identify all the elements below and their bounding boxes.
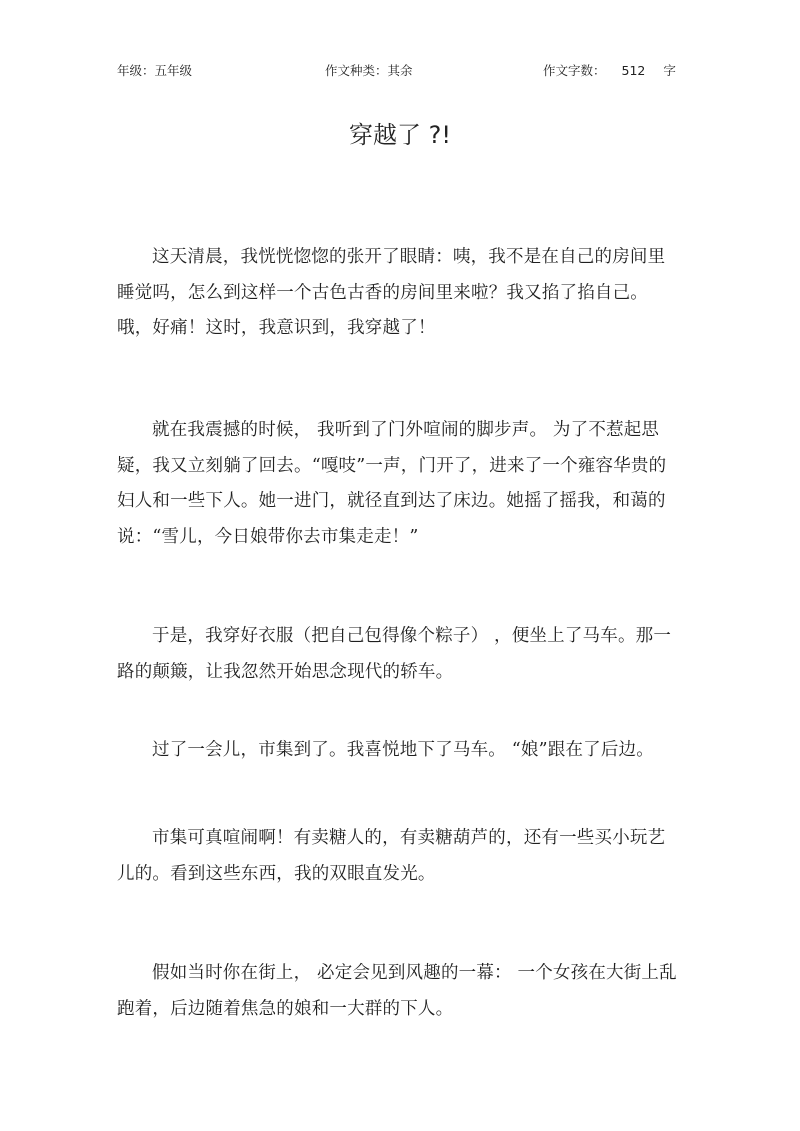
paragraph-6: 假如当时你在街上， 必定会见到风趣的一幕： 一个女孩在大街上乱跑着，后边随着焦急的娘和一大群的下人。 <box>117 963 677 1019</box>
category-label: 作文种类：其余 <box>325 63 413 78</box>
word-count-unit: 字 <box>663 63 676 78</box>
paragraph-1: 这天清晨，我恍恍惚惚的张开了眼睛：咦，我不是在自己的房间里睡觉吗，怎么到这样一个古色古香的房间里来啦？我又掐了掐自己。哦，好痛！这时，我意识到，我穿越了！ <box>117 247 666 338</box>
grade-label: 年级：五年级 <box>117 63 193 78</box>
paragraph-2: 就在我震撼的时候， 我听到了门外喧闹的脚步声。 为了不惹起思疑，我又立刻躺了回去。“嘎吱”一声，门开了，进来了一个雍容华贵的妇人和一些下人。她一进门，就径直到达了床边。她摇了摇我，和蔼的说：“雪儿，今日娘带你去市集走走！” <box>117 420 667 547</box>
paragraph-5: 市集可真喧闹啊！有卖糖人的，有卖糖葫芦的，还有一些买小玩艺儿的。看到这些东西，我的双眼直发光。 <box>117 828 666 884</box>
word-count-label: 作文字数： <box>543 63 606 78</box>
word-count <box>543 62 676 80</box>
paragraph-4: 过了一会儿，市集到了。我喜悦地下了马车。 “娘”跟在了后边。 <box>152 740 654 760</box>
word-count-value: 512 <box>621 63 646 78</box>
essay-title: 穿越了 ?! <box>349 121 451 149</box>
paragraph-3: 于是，我穿好衣服（把自己包得像个粽子） ，便坐上了马车。那一路的颠簸，让我忽然开始思念现代的轿车。 <box>117 626 672 682</box>
